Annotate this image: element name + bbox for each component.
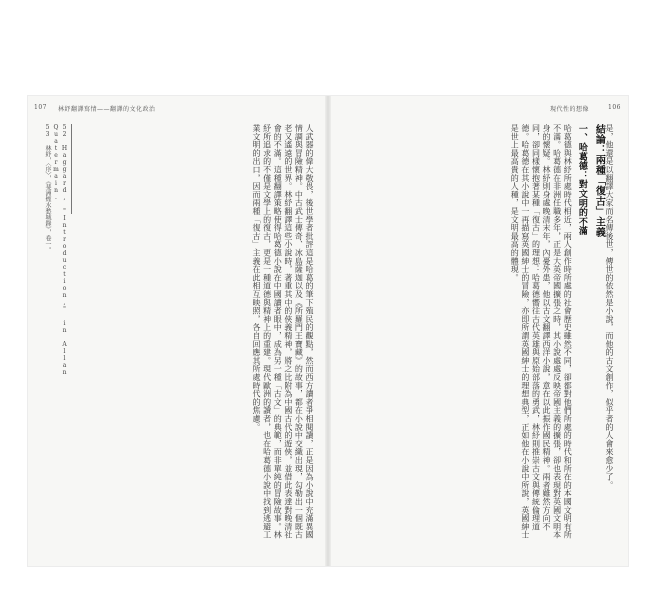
right-page-number: 106 bbox=[608, 104, 621, 111]
right-page-body bbox=[336, 124, 614, 542]
left-body-paragraph: 人武器的偉大敬畏，後世學者批評這是哈葛的筆下殖民的觀點，然而西方讀者爭相閱讀，正是因為小說中充滿異國情調與冒險精神。中古武士傳奇、冰島薩迦以及《所羅門王寶藏》的故事，都在小說中交織出現，勾勒出一個既古老又遙遠的世界。林紓翻譯這些小說時，著重其中的俠義精神，將之比附為中國古代的遊俠，並借此表達對晚清社會的不滿。這種翻譯策略使得哈葛德小說在中國讀者眼中，成為另一種「古文」的典範，而非單純的冒險故事。林紓所追求的不僅是文學上的復古，更是一種道德與精神上的重建。現代歐洲的讀者，也在哈葛德小說中找到逃避工業文明的出口，因而兩種「復古」主義在此相互映照，各自回應其所處時代的焦慮。 bbox=[252, 124, 314, 539]
right-running-head: 現代性的想像 bbox=[550, 106, 590, 113]
book-spread bbox=[28, 96, 628, 566]
right-body-paragraph: 哈葛德與林紓所處時代相近，兩人創作時所處的社會歷史雖然不同，卻都對他們所處的時代和所在的本國文明有所不滿。哈葛德在非洲任職多年，正是大英帝國擴張之時，其小說處處反映帝國主義的擴張，卻也表現對英國文明本身的懷疑。林紓則身處晚清末年，內憂外患，他以古文翻譯西洋小說，意在以此振作國民精神。兩者雖然方向不同，卻同樣懷抱著某種「復古」的理想：哈葛德嚮往古代英雄與原始部落的勇武，林紓則推崇古文與傳統倫理道德。哈葛德在其小說中一再描寫英國紳士的冒險，亦即所謂英國紳士的理想典型，正如他在小說中所說，英國紳士是世上最高貴的人種，是文明最高的體現。 bbox=[510, 124, 573, 539]
subsection-heading: 一、哈葛德：對文明的不滿 bbox=[576, 124, 587, 236]
section-heading: 結論：兩種「復古」主義 bbox=[593, 124, 605, 238]
left-page-body bbox=[76, 124, 314, 542]
footnote-52: 52 Haggard, "Introduction," in Allan Quatermain. bbox=[52, 124, 68, 376]
book-gutter bbox=[325, 96, 331, 566]
left-page-number: 107 bbox=[34, 104, 47, 111]
right-opening-paragraph: 是，他還是以翻譯大家而名傳後世，傳世的依然是小說，而他的古文創作，似乎者的人會來愈少了。 bbox=[605, 124, 614, 490]
footnote-divider bbox=[71, 124, 72, 214]
footnotes bbox=[34, 124, 68, 424]
footnote-53: 53 林紓，〈序〉，《斐洲煙水愁城錄》，卷一。 bbox=[44, 124, 51, 253]
left-running-head: 林紓翻譯寫情——翻譯的文化政治 bbox=[58, 106, 156, 113]
